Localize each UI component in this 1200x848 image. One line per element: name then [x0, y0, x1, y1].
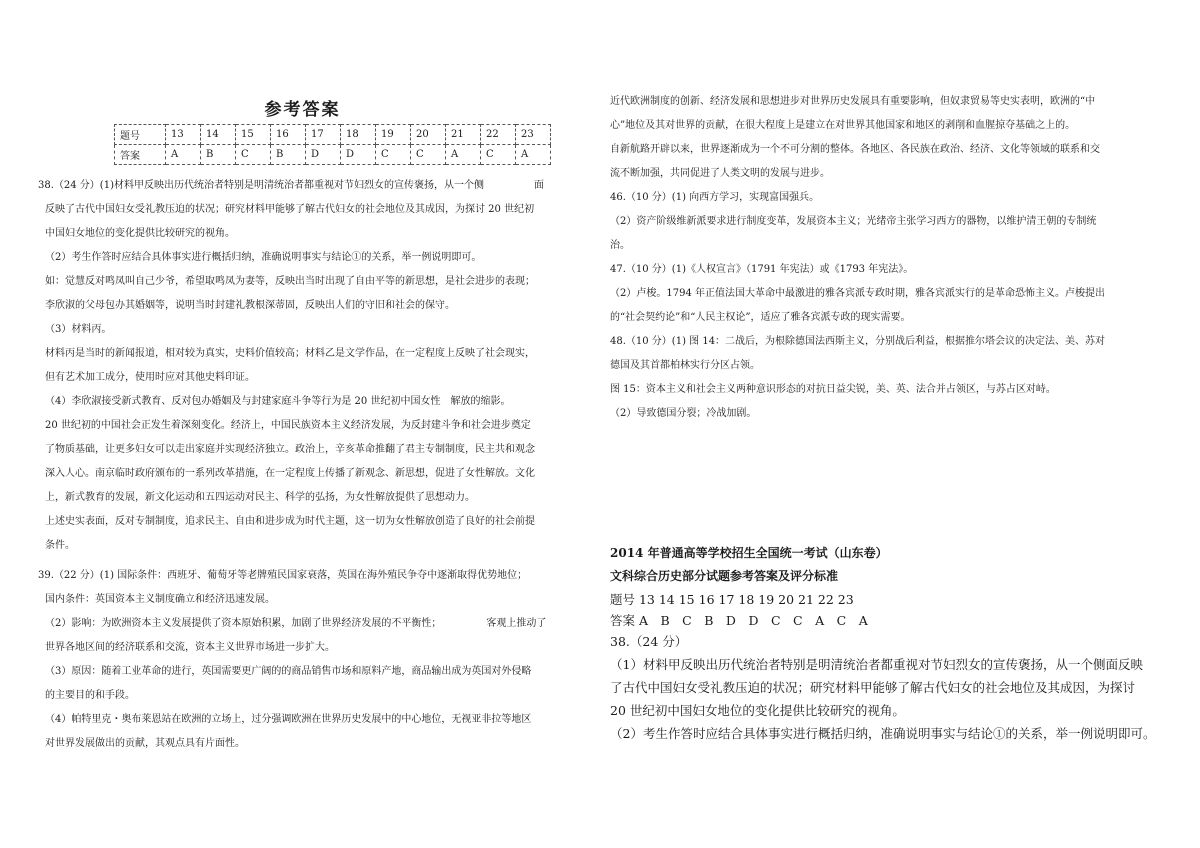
- answer-text-line: 47.（10 分）(1)《人权宣言》（1791 年宪法）或《1793 年宪法》。: [610, 264, 914, 275]
- answer-text-line: （2）导致德国分裂；冷战加剧。: [610, 408, 757, 419]
- answer-text-line: 流不断加强，共同促进了人类文明的发展与进步。: [610, 168, 830, 179]
- answer-text-line: 图 15：资本主义和社会主义两种意识形态的对抗日益尖锐，美、英、法合并占领区，与苏占区对峙。: [610, 384, 1056, 395]
- answer-text-line: 了物质基础，让更多妇女可以走出家庭并实现经济独立。政治上，辛亥革命推翻了君主专制制度，民主共和观念: [45, 444, 535, 455]
- table-cell: C: [236, 145, 271, 165]
- answer-text-line: 德国及其首都柏林实行分区占领。: [610, 360, 760, 371]
- answer-text-line: （2）影响：为欧洲资本主义发展提供了资本原始积累，加剧了世界经济发展的不平衡性； 客观上推动了: [45, 618, 547, 629]
- answer-text-line: （2）资产阶级维新派要求进行制度变革，发展资本主义；光绪帝主张学习西方的器物，以维护清王朝的专制统: [610, 216, 1097, 227]
- table-row-answers: [115, 145, 551, 165]
- answer-text-line: 条件。: [45, 540, 75, 551]
- answer-table: [114, 124, 551, 165]
- table-cell: 23: [516, 125, 551, 145]
- table-row-numbers: [115, 125, 551, 145]
- answer-text-line: 材料丙是当时的新闻报道，相对较为真实，史料价值较高；材料乙是文学作品，在一定程度上反映了社会现实，: [45, 348, 535, 359]
- table-cell: A: [166, 145, 201, 165]
- answer-text-line: 自新航路开辟以来，世界逐渐成为一个不可分割的整体。各地区、各民族在政治、经济、文化等领域的联系和交: [610, 144, 1100, 155]
- table-cell: C: [376, 145, 411, 165]
- table-cell: C: [411, 145, 446, 165]
- table-cell: 16: [271, 125, 306, 145]
- table-header-number: 题号: [115, 125, 166, 145]
- table-cell: 19: [376, 125, 411, 145]
- answer-text-line: 的主要目的和手段。: [45, 690, 135, 701]
- answer-text-line: （3）原因：随着工业革命的进行，英国需要更广阔的的商品销售市场和原料产地，商品输出成为英国对外侵略: [45, 666, 532, 677]
- answer-text-line: 了古代中国妇女受礼教压迫的状况；研究材料甲能够了解古代妇女的社会地位及其成因，为探讨: [610, 680, 1136, 695]
- section-subheading: 文科综合历史部分试题参考答案及评分标准: [610, 569, 839, 583]
- page-title: 参考答案: [264, 100, 341, 120]
- table-cell: D: [306, 145, 341, 165]
- answer-text-line: 39.（22 分）(1) 国际条件：西班牙、葡萄牙等老牌殖民国家衰落，英国在海外殖民争夺中逐渐取得优势地位；: [38, 570, 528, 581]
- answer-text-line: （4）帕特里克・奥布莱恩站在欧洲的立场上，过分强调欧洲在世界历史发展中的中心地位，无视亚非拉等地区: [45, 714, 532, 725]
- question-heading: 38.（24 分）: [610, 634, 688, 649]
- question-number-row: 题号 13 14 15 16 17 18 19 20 21 22 23: [610, 592, 854, 607]
- answer-text-line: （4）李欣淑接受新式教育、反对包办婚姻及与封建家庭斗争等行为是 20 世纪初中国女性 解放的缩影。: [45, 396, 511, 407]
- table-cell: D: [341, 145, 376, 165]
- answer-text-line: （2）卢梭。1794 年正值法国大革命中最激进的雅各宾派专政时期，雅各宾派实行的是革命恐怖主义。卢梭提出: [610, 288, 1105, 299]
- answer-text-line: 的“社会契约论”和“人民主权论”，适应了雅各宾派专政的现实需要。: [610, 312, 911, 323]
- answer-text-line: 近代欧洲制度的创新、经济发展和思想进步对世界历史发展具有重要影响，但奴隶贸易等史实表明，欧洲的“中: [610, 96, 1096, 107]
- table-cell: B: [271, 145, 306, 165]
- answer-text-line: 反映了古代中国妇女受礼教压迫的状况；研究材料甲能够了解古代妇女的社会地位及其成因，为探讨 20 世纪初: [45, 204, 535, 215]
- answer-text-line: 上述史实表面，反对专制制度，追求民主、自由和进步成为时代主题，这一切为女性解放创造了良好的社会前提: [45, 516, 535, 527]
- table-cell: 21: [446, 125, 481, 145]
- table-cell: 17: [306, 125, 341, 145]
- answer-text-line: 对世界发展做出的贡献，其观点具有片面性。: [45, 738, 245, 749]
- answer-text-line: 中国妇女地位的变化提供比较研究的视角。: [45, 228, 235, 239]
- answer-text-line: 48.（10 分）(1) 图 14：二战后，为根除德国法西斯主义，分别战后利益，根据推尔塔会议的决定法、美、苏对: [610, 336, 1106, 347]
- answer-text-line: 46.（10 分）(1) 向西方学习，实现富国强兵。: [610, 192, 820, 203]
- table-cell: 22: [481, 125, 516, 145]
- section-heading: 2014 年普通高等学校招生全国统一考试（山东卷）: [610, 546, 888, 560]
- answer-text-line: （1）材料甲反映出历代统治者特别是明清统治者都重视对节妇烈女的宣传褒扬，从一个侧面反映: [610, 657, 1143, 672]
- table-cell: 15: [236, 125, 271, 145]
- answer-text-line: 心”地位及其对世界的贡献，在很大程度上是建立在对世界其他国家和地区的剥削和血腥掠夺基础之上的。: [610, 120, 1076, 131]
- answer-text-line: （2）考生作答时应结合具体事实进行概括归纳，准确说明事实与结论①的关系，举一例说明即可。: [610, 726, 1156, 741]
- answer-text-line: 国内条件：英国资本主义制度确立和经济迅速发展。: [45, 594, 275, 605]
- table-cell: A: [446, 145, 481, 165]
- answer-text-line: 但有艺术加工成分，使用时应对其他史料印证。: [45, 372, 255, 383]
- table-cell: C: [481, 145, 516, 165]
- table-cell: A: [516, 145, 551, 165]
- table-cell: 18: [341, 125, 376, 145]
- table-header-answer: 答案: [115, 145, 166, 165]
- table-cell: 13: [166, 125, 201, 145]
- answer-text-line: 上，新式教育的发展，新文化运动和五四运动对民主、科学的弘扬，为女性解放提供了思想动力。: [45, 492, 475, 503]
- answer-text-line: 38.（24 分）(1)材料甲反映出历代统治者特别是明清统治者都重视对节妇烈女的宣传褒扬，从一个侧 面: [38, 180, 544, 191]
- answer-text-line: 如：觉慧反对鸣凤叫自己少爷，希望取鸣凤为妻等，反映出当时出现了自由平等的新思想，是社会进步的表现；: [45, 276, 535, 287]
- table-cell: 14: [201, 125, 236, 145]
- answer-text-line: 深入人心。南京临时政府颁布的一系列改革措施，在一定程度上传播了新观念、新思想，促进了女性解放。文化: [45, 468, 535, 479]
- table-cell: 20: [411, 125, 446, 145]
- answer-text-line: 20 世纪初中国妇女地位的变化提供比较研究的视角。: [610, 703, 905, 718]
- answer-text-line: 世界各地区间的经济联系和交流，资本主义世界市场进一步扩大。: [45, 642, 335, 653]
- answer-text-line: 李欣淑的父母包办其婚姻等，说明当时封建礼教根深蒂固，反映出人们的守旧和社会的保守。: [45, 300, 455, 311]
- answer-text-line: （3）材料丙。: [45, 324, 112, 335]
- answer-text-line: （2）考生作答时应结合具体事实进行概括归纳，准确说明事实与结论①的关系，举一例说明即可。: [45, 252, 482, 263]
- answer-text-line: 20 世纪初的中国社会正发生着深刻变化。经济上，中国民族资本主义经济发展，为反封建斗争和社会进步奠定: [45, 420, 531, 431]
- answer-text-line: 治。: [610, 240, 630, 251]
- answer-row: 答案 A B C B D D C C A C A: [610, 613, 868, 628]
- table-cell: B: [201, 145, 236, 165]
